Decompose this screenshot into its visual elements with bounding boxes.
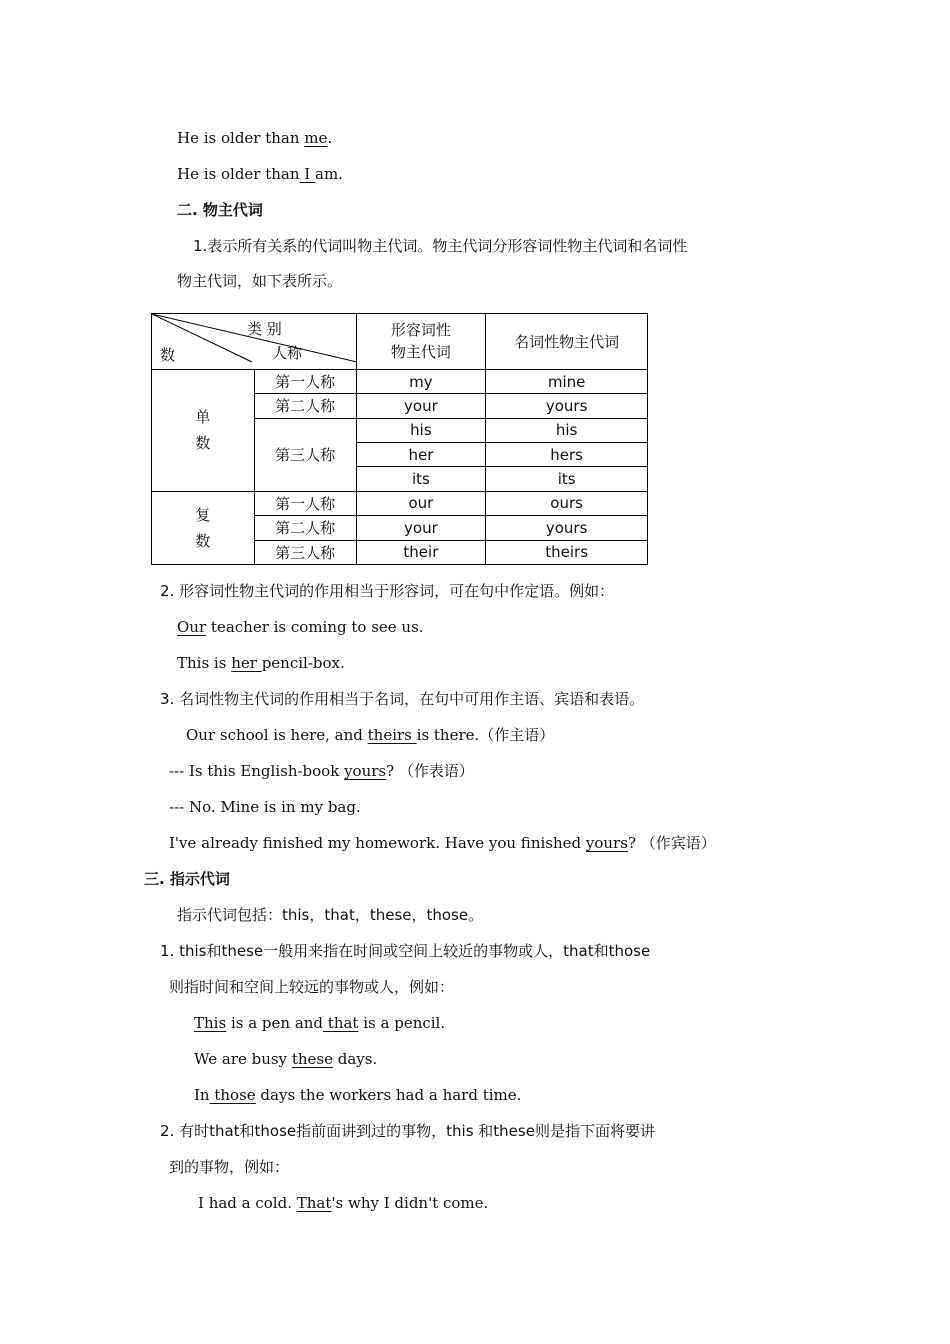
noun-cell: his xyxy=(486,418,648,442)
example-line-11: In those days the workers had a hard time. xyxy=(194,1086,522,1104)
paragraph-4: 指示代词包括：this，that，these，those。 xyxy=(177,906,484,924)
adj-cell: your xyxy=(356,516,486,540)
header-noun-possessive: 名词性物主代词 xyxy=(486,314,648,370)
header-person: 人称 xyxy=(272,344,303,362)
noun-cell: yours xyxy=(486,394,648,418)
header-adj-possessive: 形容词性 物主代词 xyxy=(356,314,486,370)
paragraph-1a: 1.表示所有关系的代词叫物主代词。物主代词分形容词性物主代词和名词性 xyxy=(193,237,688,255)
noun-cell: mine xyxy=(486,369,648,393)
example-line-4: This is her pencil-box. xyxy=(177,654,345,672)
person-cell: 第三人称 xyxy=(254,418,356,491)
paragraph-6b: 到的事物，例如： xyxy=(169,1158,290,1176)
person-cell: 第一人称 xyxy=(254,491,356,515)
adj-cell: its xyxy=(356,467,486,491)
noun-cell: its xyxy=(486,467,648,491)
noun-cell: theirs xyxy=(486,540,648,564)
person-cell: 第一人称 xyxy=(254,369,356,393)
example-line-7: --- No. Mine is in my bag. xyxy=(169,798,361,816)
adj-cell: his xyxy=(356,418,486,442)
section-heading-3: 三. 指示代词 xyxy=(144,870,230,888)
person-cell: 第三人称 xyxy=(254,540,356,564)
adj-cell: your xyxy=(356,394,486,418)
noun-cell: ours xyxy=(486,491,648,515)
noun-cell: hers xyxy=(486,443,648,467)
example-line-6: --- Is this English-book yours? （作表语） xyxy=(169,762,474,780)
paragraph-2: 2. 形容词性物主代词的作用相当于形容词，可在句中作定语。例如： xyxy=(160,582,615,600)
adj-cell: their xyxy=(356,540,486,564)
table-header-diagonal xyxy=(152,314,357,370)
person-cell: 第二人称 xyxy=(254,394,356,418)
group-plural: 复 数 xyxy=(152,491,255,564)
group-singular: 单 数 xyxy=(152,369,255,491)
adj-cell: our xyxy=(356,491,486,515)
example-line-2: He is older than I am. xyxy=(177,165,343,183)
paragraph-6a: 2. 有时that和those指前面讲到过的事物，this 和these则是指下面将要讲 xyxy=(160,1122,655,1140)
paragraph-5a: 1. this和these一般用来指在时间或空间上较近的事物或人，that和those xyxy=(160,942,651,960)
example-line-10: We are busy these days. xyxy=(194,1050,378,1068)
example-line-8: I've already finished my homework. Have you finished yours? （作宾语） xyxy=(169,834,716,852)
example-line-3: Our teacher is coming to see us. xyxy=(177,618,424,636)
header-number: 数 xyxy=(160,346,176,364)
example-line-5: Our school is here, and theirs is there.（作主语） xyxy=(186,726,555,744)
adj-cell: my xyxy=(356,369,486,393)
example-line-9: This is a pen and that is a pencil. xyxy=(194,1014,446,1032)
section-heading-2: 二. 物主代词 xyxy=(177,201,263,219)
example-line-1: He is older than me. xyxy=(177,129,333,147)
person-cell: 第二人称 xyxy=(254,516,356,540)
adj-cell: her xyxy=(356,443,486,467)
header-category: 类 别 xyxy=(247,320,282,338)
example-line-12: I had a cold. That's why I didn't come. xyxy=(198,1194,489,1212)
noun-cell: yours xyxy=(486,516,648,540)
paragraph-1b: 物主代词，如下表所示。 xyxy=(177,272,343,290)
possessive-pronoun-table xyxy=(151,313,648,565)
paragraph-3: 3. 名词性物主代词的作用相当于名词，在句中可用作主语、宾语和表语。 xyxy=(160,690,645,708)
paragraph-5b: 则指时间和空间上较远的事物或人，例如： xyxy=(169,978,455,996)
